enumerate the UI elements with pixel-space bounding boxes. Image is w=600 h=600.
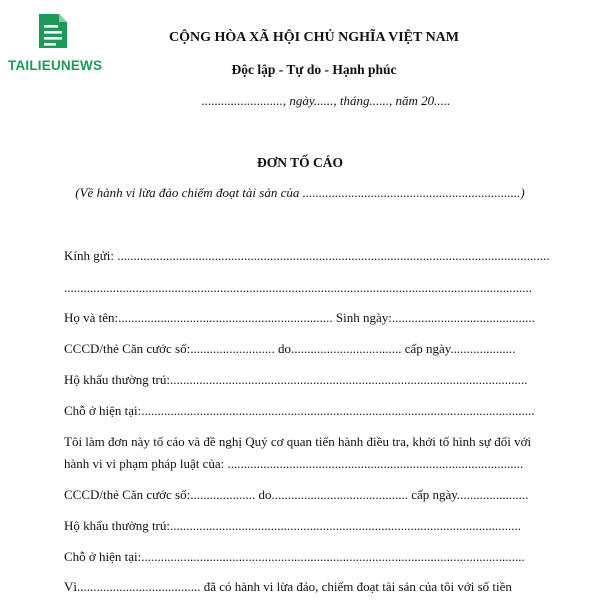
date-line: ........................., ngày......, tháng......, năm 20..... bbox=[201, 93, 451, 108]
reporter-id-line: CCCD/thẻ Căn cước số:.......................... do.................................. cấp ngày.................... bbox=[64, 341, 516, 356]
reporter-address-line: Chỗ ở hiện tại:......................................................................................................................... bbox=[64, 403, 535, 418]
accused-residence-line: Hộ khẩu thường trú:............................................................................................................ bbox=[64, 518, 521, 533]
recipient-line-continued: ................................................................................................................................................ bbox=[64, 280, 532, 295]
request-statement-line: Tôi làm đơn này tố cáo và đề nghị Quý cơ quan tiến hành điều tra, khởi tố hình sự đối với bbox=[64, 434, 532, 449]
accused-address-line: Chỗ ở hiện tại:...................................................................................................................... bbox=[64, 549, 525, 564]
reporter-residence-line: Hộ khẩu thường trú:.............................................................................................................. bbox=[64, 372, 528, 387]
document-title: ĐƠN TỐ CÁO bbox=[256, 155, 343, 170]
recipient-line: Kính gửi: ..................................................................................................................................... bbox=[64, 248, 550, 263]
brand-name: TAILIEUNEWS bbox=[8, 58, 103, 73]
accused-id-line: CCCD/thẻ Căn cước số:.................... do.......................................... cấp ngày...................... bbox=[64, 487, 529, 502]
motto-heading: Độc lập - Tự do - Hạnh phúc bbox=[231, 62, 397, 77]
document-subtitle: (Về hành vi lừa đảo chiếm đoạt tài sản của ...................................................................) bbox=[75, 185, 525, 200]
accused-line: hành vi vi phạm pháp luật của: ........................................................................................... bbox=[64, 456, 524, 471]
country-heading: CỘNG HÒA XÃ HỘI CHỦ NGHĨA VIỆT NAM bbox=[168, 30, 459, 45]
reporter-name-line: Họ và tên:.................................................................. Sinh ngày:............................................ bbox=[64, 310, 535, 325]
reason-line: Vì...................................... đã có hành vi lừa đảo, chiếm đoạt tài sản của tôi với số tiền bbox=[64, 579, 512, 594]
